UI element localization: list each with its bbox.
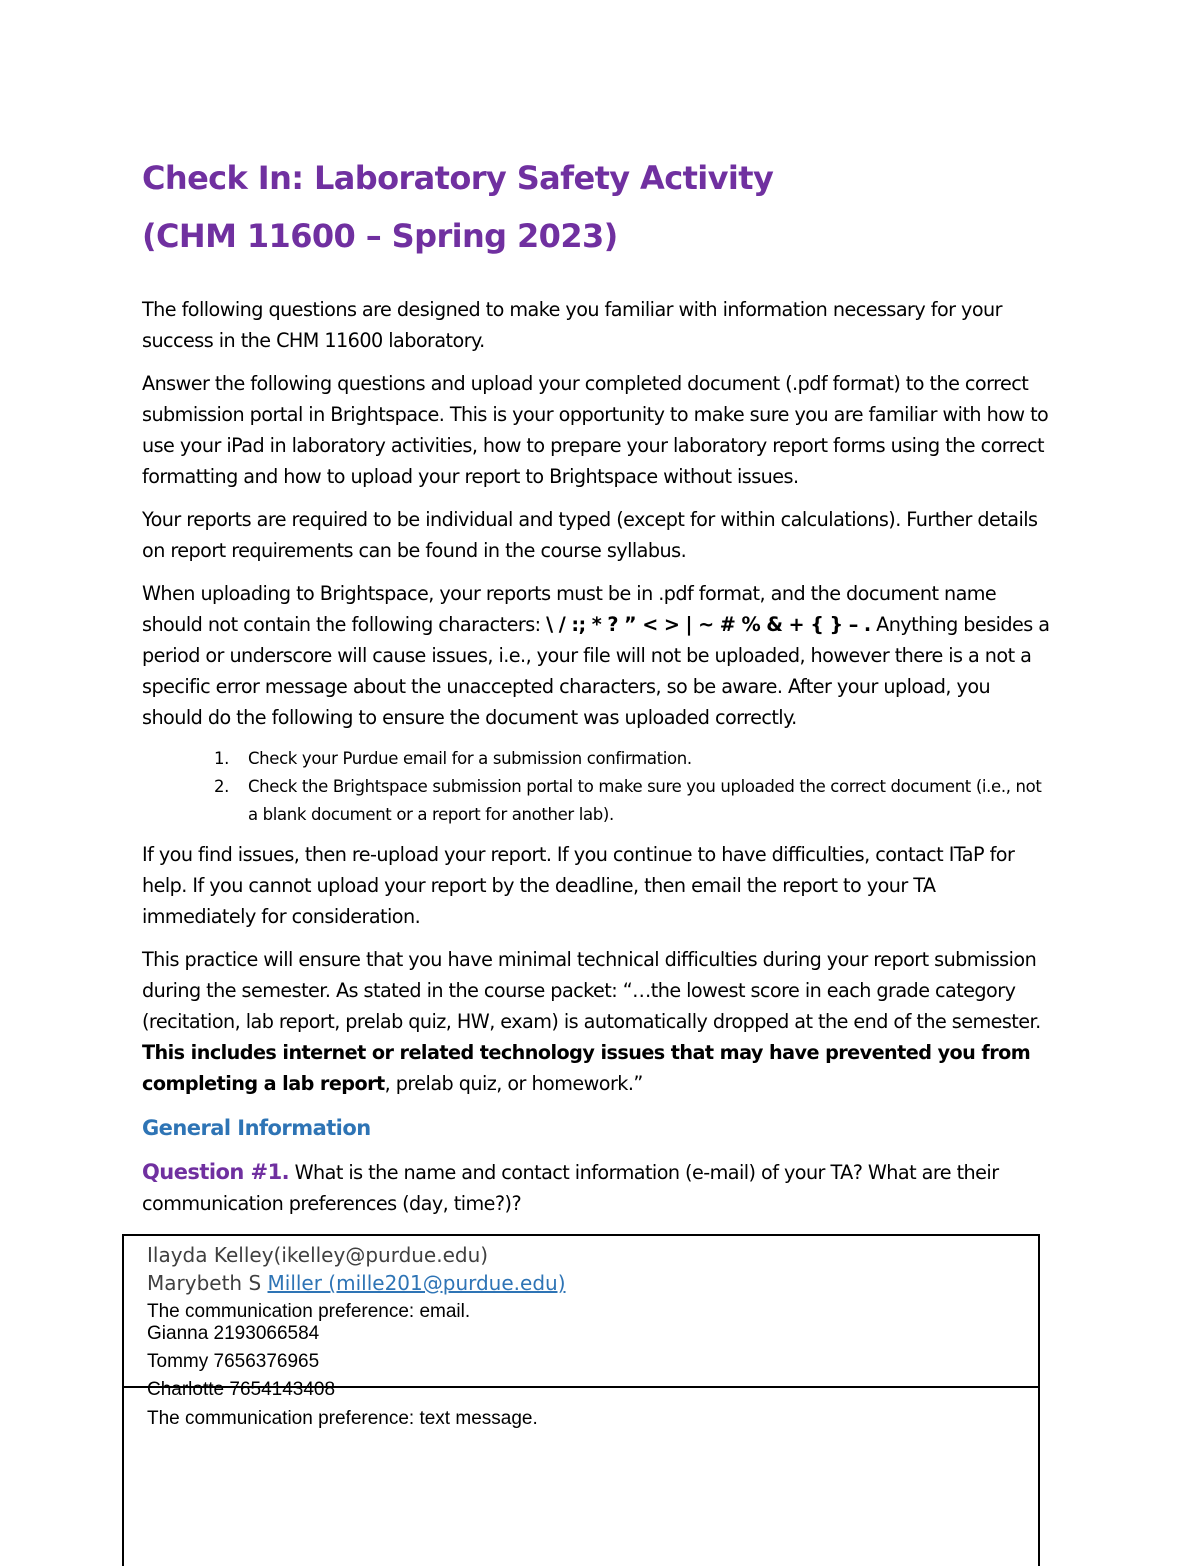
document-title: Check In: Laboratory Safety Activity: [142, 159, 774, 197]
intro-paragraph: Your reports are required to be individual and typed (except for within calculations). Further details on report requirements can be found in the course syllabus.: [142, 508, 1038, 562]
practice-paragraph: This practice will ensure that you have minimal technical difficulties during your report submission during the semester. As stated in the course packet: “…the lowest score in each grade category (recitation, lab report, prelab quiz, HW, exam) is automatically dropped at the end of the semester. This includes internet or related technology issues that may have prevented you from completing a lab report, prelab quiz, or homework.”: [142, 948, 1041, 1095]
question-label: Question #1.: [142, 1160, 290, 1184]
list-item: 2. Check the Brightspace submission portal to make sure you uploaded the correct document (i.e., not a blank document or a report for another lab).: [214, 777, 1042, 824]
communication-preference-2: The communication preference: text message.: [147, 1408, 538, 1429]
communication-preference: The communication preference: email.: [147, 1301, 471, 1322]
contact-entry: Charlotte 7654143408: [147, 1379, 336, 1400]
contact-entry: Gianna 2193066584: [147, 1323, 320, 1344]
forbidden-characters: \ / :; * ? ” < > | ~ # % & + { } – .: [546, 613, 871, 636]
contact-entry: Tommy 7656376965: [147, 1351, 320, 1372]
ta-contact-2: Marybeth S Miller (mille201@purdue.edu): [147, 1271, 566, 1295]
document-body: [142, 294, 1052, 1231]
intro-paragraph: The following questions are designed to make you familiar with information necessary for your success in the CHM 11600 laboratory.: [142, 298, 1002, 352]
email-link[interactable]: Miller (mille201@purdue.edu): [267, 1271, 566, 1295]
list-item: 1. Check your Purdue email for a submission confirmation.: [214, 749, 692, 768]
intro-paragraph: Answer the following questions and upload your completed document (.pdf format) to the correct submission portal in Brightspace. This is your opportunity to make sure you are familiar with how to use your iPad in laboratory activities, how to prepare your laboratory report forms using the correct formatting and how to upload your report to Brightspace without issues.: [142, 372, 1049, 488]
section-heading: General Information: [142, 1116, 371, 1140]
ta-contact-1: Ilayda Kelley(ikelley@purdue.edu): [147, 1243, 489, 1267]
upload-paragraph: [142, 578, 1052, 733]
bold-emphasis: This includes internet or related technology issues that may have prevented you from completing a lab report: [142, 1041, 1031, 1095]
verification-steps: [142, 745, 1052, 829]
issues-paragraph: If you find issues, then re-upload your report. If you continue to have difficulties, contact ITaP for help. If you cannot upload your report by the deadline, then email the report to your TA immediately for consideration.: [142, 843, 1015, 928]
question-1: [142, 1157, 1052, 1219]
question-text: What is the name and contact information (e-mail) of your TA? What are their communication preferences (day, time?)?: [142, 1161, 999, 1215]
upload-text: When uploading to Brightspace, your reports must be in .pdf format, and the document name should not contain the following characters:: [142, 582, 997, 636]
document-subtitle: (CHM 11600 – Spring 2023): [142, 217, 618, 255]
upload-text-cont: Anything besides a period or underscore will cause issues, i.e., your file will not be uploaded, however there is a not a specific error message about the unaccepted characters, so be aware. After your upload, you should do the following to ensure the document was uploaded correctly.: [142, 613, 1050, 729]
